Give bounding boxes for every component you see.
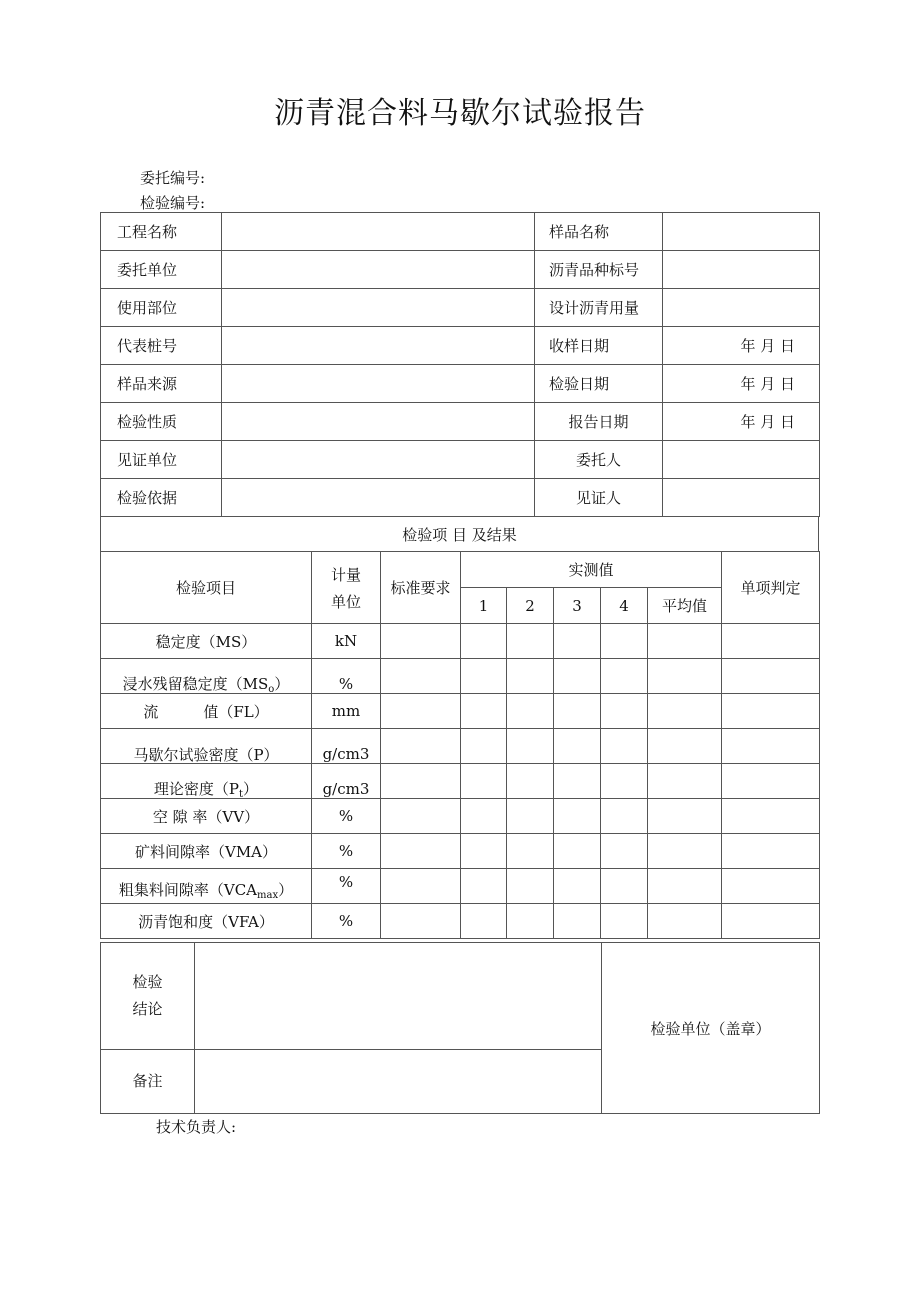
result-value-cell [601, 694, 648, 729]
header-unit-line2: 单位 [330, 592, 361, 611]
result-unit [312, 904, 381, 939]
result-row [101, 799, 820, 834]
header-col-4: 4 [601, 588, 648, 624]
result-item-text [156, 633, 257, 651]
result-unit [312, 764, 381, 799]
info-right-value [663, 213, 820, 251]
result-value-cell [461, 764, 507, 799]
results-section-header [100, 516, 819, 552]
info-left-value [222, 403, 535, 441]
info-right-label: 报告日期 [535, 403, 663, 441]
result-value-cell [507, 694, 554, 729]
result-item-text [123, 673, 290, 695]
result-item-main: 马歇尔试验密度（P） [133, 745, 279, 764]
result-unit [312, 799, 381, 834]
info-row [101, 479, 820, 517]
result-value-cell [381, 869, 461, 904]
conclusion-label [101, 943, 195, 1050]
result-value-cell [648, 869, 722, 904]
info-right-label: 设计沥青用量 [535, 289, 663, 327]
conclusion-value [195, 943, 602, 1050]
result-value-cell [722, 659, 820, 694]
result-value-cell [554, 904, 601, 939]
info-left-value [222, 365, 535, 403]
result-item-text [153, 808, 259, 826]
results-table [100, 551, 820, 939]
info-right-label: 见证人 [535, 479, 663, 517]
header-judgement: 单项判定 [722, 552, 820, 624]
info-row [101, 327, 820, 365]
result-value-cell [648, 659, 722, 694]
result-value-cell [722, 729, 820, 764]
info-left-label: 代表桩号 [101, 327, 222, 365]
result-item-tail: ） [278, 881, 294, 899]
result-value-cell [554, 624, 601, 659]
result-value-cell [381, 624, 461, 659]
header-item: 检验项目 [101, 552, 312, 624]
result-unit [312, 729, 381, 764]
result-value-cell [507, 729, 554, 764]
result-value-cell [722, 904, 820, 939]
header-col-3: 3 [554, 588, 601, 624]
result-row [101, 904, 820, 939]
result-item-name [101, 764, 312, 799]
result-value-cell [554, 659, 601, 694]
result-value-cell [648, 799, 722, 834]
result-value-cell [601, 834, 648, 869]
result-item-main: 空 隙 率（VV） [152, 807, 260, 826]
info-left-value [222, 441, 535, 479]
result-item-subscript: t [239, 789, 244, 800]
result-value-cell [507, 869, 554, 904]
result-item-tail: ） [274, 675, 290, 693]
info-right-value [663, 441, 820, 479]
info-left-value [222, 289, 535, 327]
info-left-value [222, 327, 535, 365]
result-unit [312, 834, 381, 869]
header-measured: 实测值 [461, 552, 722, 588]
result-value-cell [461, 904, 507, 939]
result-unit-text: % [338, 873, 354, 891]
result-value-cell [381, 799, 461, 834]
remark-value [195, 1050, 602, 1114]
result-value-cell [507, 764, 554, 799]
result-unit-text: kN [334, 632, 358, 650]
result-value-cell [554, 729, 601, 764]
result-value-cell [461, 694, 507, 729]
result-item-name [101, 904, 312, 939]
result-value-cell [381, 904, 461, 939]
report-title: 沥青混合料马歇尔试验报告 [274, 96, 646, 131]
result-row [101, 764, 820, 799]
result-value-cell [648, 729, 722, 764]
info-left-value [222, 479, 535, 517]
result-item-name [101, 624, 312, 659]
result-item-name [101, 799, 312, 834]
result-item-text [143, 703, 268, 721]
result-unit-text: % [338, 675, 354, 693]
result-value-cell [722, 834, 820, 869]
result-value-cell [554, 694, 601, 729]
result-value-cell [722, 624, 820, 659]
conclusion-label-line2: 结论 [132, 1000, 163, 1018]
result-item-main: 理论密度（P [153, 780, 240, 798]
result-item-text [138, 913, 274, 931]
header-col-2: 2 [507, 588, 554, 624]
result-value-cell [601, 764, 648, 799]
result-item-text [119, 879, 293, 901]
result-unit-text: % [338, 912, 354, 930]
info-left-value [222, 251, 535, 289]
commission-number-label: 委托编号: [140, 169, 206, 187]
result-value-cell [461, 729, 507, 764]
result-unit [312, 694, 381, 729]
result-value-cell [381, 659, 461, 694]
result-value-cell [648, 834, 722, 869]
result-item-main: 矿料间隙率（VMA） [134, 842, 278, 861]
result-row [101, 869, 820, 904]
result-item-main: 浸水残留稳定度（MS [122, 675, 269, 693]
info-left-label: 使用部位 [101, 289, 222, 327]
result-item-main: 粗集料间隙率（VCA [118, 881, 258, 899]
info-right-label: 样品名称 [535, 213, 663, 251]
result-unit-text: g/cm3 [322, 745, 370, 763]
result-value-cell [601, 659, 648, 694]
result-value-cell [554, 764, 601, 799]
result-item-subscript: o [268, 684, 275, 695]
result-value-cell [722, 764, 820, 799]
result-value-cell [507, 624, 554, 659]
header-standard: 标准要求 [381, 552, 461, 624]
info-left-label: 样品来源 [101, 365, 222, 403]
result-value-cell [648, 904, 722, 939]
header-col-average: 平均值 [648, 588, 722, 624]
info-row [101, 365, 820, 403]
result-item-name [101, 869, 312, 904]
info-left-value [222, 213, 535, 251]
result-value-cell [722, 869, 820, 904]
result-row [101, 694, 820, 729]
result-item-text [135, 843, 277, 861]
result-item-name [101, 834, 312, 869]
info-right-value: 年 月 日 [663, 327, 820, 365]
result-unit [312, 624, 381, 659]
results-section-title: 检验项 目 及结果 [101, 517, 819, 552]
sample-info-table [100, 212, 820, 517]
header-unit [312, 552, 381, 624]
info-left-label: 检验依据 [101, 479, 222, 517]
result-item-text [154, 778, 258, 800]
info-row [101, 251, 820, 289]
result-value-cell [381, 694, 461, 729]
result-item-tail: ） [243, 780, 259, 798]
result-row [101, 729, 820, 764]
info-row [101, 289, 820, 327]
technical-supervisor-label: 技术负责人: [156, 1118, 237, 1136]
result-unit-text: % [338, 807, 354, 825]
result-value-cell [601, 904, 648, 939]
result-value-cell [554, 869, 601, 904]
result-value-cell [648, 764, 722, 799]
result-value-cell [507, 799, 554, 834]
result-value-cell [381, 834, 461, 869]
info-right-label: 委托人 [535, 441, 663, 479]
result-value-cell [461, 659, 507, 694]
result-unit-text: mm [331, 702, 361, 720]
result-unit-text: % [338, 842, 354, 860]
result-value-cell [722, 799, 820, 834]
info-right-label: 收样日期 [535, 327, 663, 365]
conclusion-table [100, 942, 820, 1114]
header-unit-line1: 计量 [330, 565, 361, 584]
result-value-cell [381, 729, 461, 764]
result-row [101, 624, 820, 659]
result-item-name [101, 729, 312, 764]
result-unit [312, 659, 381, 694]
result-item-text [133, 744, 278, 765]
info-right-value [663, 479, 820, 517]
result-value-cell [601, 869, 648, 904]
result-value-cell [507, 659, 554, 694]
info-row [101, 441, 820, 479]
result-value-cell [601, 799, 648, 834]
info-row [101, 213, 820, 251]
result-unit-text: g/cm3 [322, 780, 370, 798]
info-left-label: 检验性质 [101, 403, 222, 441]
info-left-label: 见证单位 [101, 441, 222, 479]
result-value-cell [461, 869, 507, 904]
conclusion-label-line1: 检验 [132, 973, 163, 991]
result-value-cell [601, 624, 648, 659]
result-row [101, 834, 820, 869]
result-value-cell [461, 799, 507, 834]
result-row [101, 659, 820, 694]
result-unit [312, 869, 381, 904]
result-item-main: 稳定度（MS） [155, 632, 257, 651]
info-right-value: 年 月 日 [663, 403, 820, 441]
result-value-cell [648, 624, 722, 659]
info-right-value [663, 289, 820, 327]
header-col-1: 1 [461, 588, 507, 624]
test-number-label: 检验编号: [140, 194, 206, 212]
result-value-cell [554, 799, 601, 834]
info-right-label: 沥青品种标号 [535, 251, 663, 289]
result-item-main: 流 值（FL） [143, 702, 269, 721]
result-item-subscript: max [257, 890, 279, 901]
result-value-cell [381, 764, 461, 799]
info-right-label: 检验日期 [535, 365, 663, 403]
result-value-cell [507, 904, 554, 939]
result-value-cell [554, 834, 601, 869]
info-left-label: 工程名称 [101, 213, 222, 251]
info-left-label: 委托单位 [101, 251, 222, 289]
info-row [101, 403, 820, 441]
result-item-main: 沥青饱和度（VFA） [138, 912, 274, 931]
result-item-name [101, 694, 312, 729]
result-value-cell [461, 624, 507, 659]
remark-label: 备注 [101, 1050, 195, 1114]
stamp-cell: 检验单位（盖章） [602, 943, 820, 1114]
result-value-cell [722, 694, 820, 729]
result-value-cell [461, 834, 507, 869]
result-value-cell [601, 729, 648, 764]
info-right-value: 年 月 日 [663, 365, 820, 403]
result-item-name [101, 659, 312, 694]
info-right-value [663, 251, 820, 289]
result-value-cell [507, 834, 554, 869]
result-value-cell [648, 694, 722, 729]
